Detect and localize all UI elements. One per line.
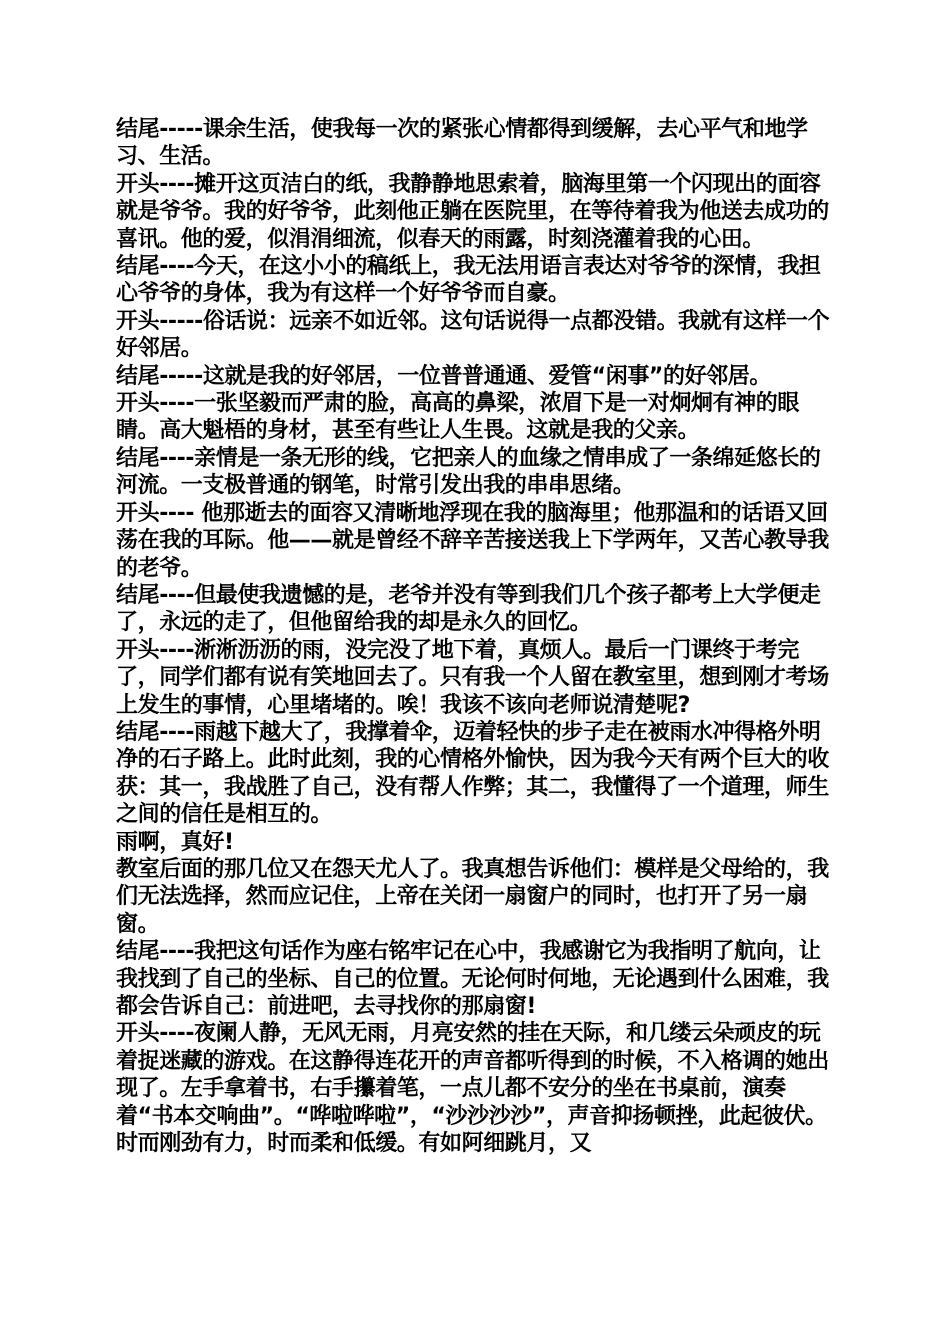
paragraph-opening-laoye: 开头---- 他那逝去的面容又清晰地浮现在我的脑海里；他那温和的话语又回荡在我的耳际。他——就是曾经不辞辛苦接送我上下学两年，又苦心教导我的老爷。 [116, 500, 829, 581]
document-body [116, 116, 836, 1157]
paragraph-opening-neighbor: 开头-----俗话说：远亲不如近邻。这句话说得一点都没错。我就有这样一个好邻居。 [116, 308, 830, 362]
paragraph-classroom: 教室后面的那几位又在怨天尤人了。我真想告诉他们：模样是父母给的，我们无法选择，然而应记住，上帝在关闭一扇窗户的同时，也打开了另一扇窗。 [116, 856, 829, 937]
paragraph-ending-grandpa: 结尾----今天，在这小小的稿纸上，我无法用语言表达对爷爷的深情，我担心爷爷的身体，我为有这样一个好爷爷而自豪。 [116, 254, 821, 307]
paragraph-opening-father: 开头----一张坚毅而严肃的脸，高高的鼻梁，浓眉下是一对炯炯有神的眼睛。高大魁梧的身材，甚至有些让人生畏。这就是我的父亲。 [116, 391, 799, 444]
paragraph-rain-good: 雨啊，真好! [116, 829, 234, 855]
paragraph-ending-neighbor: 结尾-----这就是我的好邻居，一位普普通通、爱管“闲事”的好邻居。 [116, 363, 771, 389]
paragraph-ending-window: 结尾----我把这句话作为座右铭牢记在心中，我感谢它为我指明了航向，让我找到了自己的坐标、自己的位置。无论何时何地，无论遇到什么困难，我都会告诉自己：前进吧，去寻找你的那扇窗! [116, 939, 829, 1019]
paragraph-opening-rain: 开头----淅淅沥沥的雨，没完没了地下着，真烦人。最后一门课终于考完了，同学们都有说有笑地回去了。只有我一个人留在教室里，想到刚才考场上发生的事情，心里堵堵的。唉！我该不该向老师说清楚呢? [116, 637, 829, 718]
paragraph-ending-father: 结尾----亲情是一条无形的线，它把亲人的血缘之情串成了一条绵延悠长的河流。一支极普通的钢笔，时常引发出我的串串思绪。 [116, 445, 821, 499]
paragraph-opening-grandpa: 开头----摊开这页洁白的纸，我静静地思索着，脑海里第一个闪现出的面容就是爷爷。我的好爷爷，此刻他正躺在医院里，在等待着我为他送去成功的喜讯。他的爱，似涓涓细流，似春天的雨露，时刻浇灌着我的心田。 [116, 171, 829, 252]
paragraph-ending-1: 结尾-----课余生活，使我每一次的紧张心情都得到缓解，去心平气和地学习、生活。 [116, 117, 808, 170]
paragraph-ending-rain: 结尾----雨越下越大了，我撑着伞，迈着轻快的步子走在被雨水冲得格外明净的石子路上。此时此刻，我的心情格外愉快，因为我今天有两个巨大的收获：其一，我战胜了自己，没有帮人作弊；其二，我懂得了一个道理，师生之间的信任是相互的。 [116, 719, 829, 828]
paragraph-opening-night: 开头----夜阑人静，无风无雨，月亮安然的挂在天际，和几缕云朵顽皮的玩着捉迷藏的游戏。在这静得连花开的声音都听得到的时候，不入格调的她出现了。左手拿着书，右手攥着笔，一点儿都不安分的坐在书桌前，演奏着“书本交响曲”。“哗啦哗啦”，“沙沙沙沙”，声音抑扬顿挫，此起彼伏。时而刚劲有力，时而柔和低缓。有如阿细跳月，又 [116, 1021, 829, 1157]
paragraph-ending-laoye: 结尾----但最使我遗憾的是，老爷并没有等到我们几个孩子都考上大学便走了，永远的走了，但他留给我的却是永久的回忆。 [116, 582, 821, 636]
